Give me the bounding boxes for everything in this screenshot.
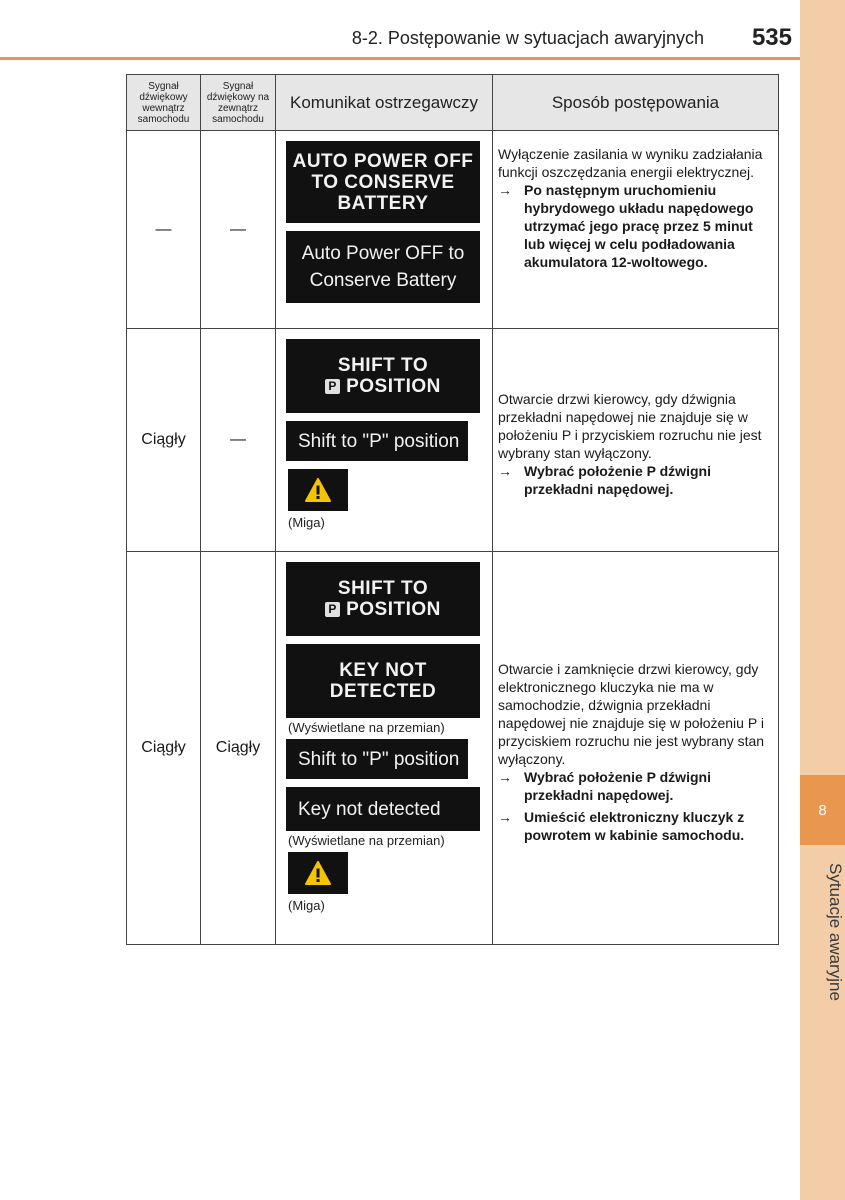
caption-blinking: (Miga)	[288, 515, 325, 530]
inside-buzzer-cell: —	[127, 131, 201, 329]
warning-message-cell	[276, 131, 493, 329]
caption-blinking: (Miga)	[288, 898, 325, 913]
procedure-step-text: Wybrać położenie P dźwigni przekładni napędowej.	[524, 769, 711, 803]
procedure-cell	[493, 552, 779, 945]
procedure-cell	[493, 131, 779, 329]
display-message: Auto Power OFF to Conserve Battery	[286, 231, 480, 303]
display-message	[286, 562, 480, 636]
header-procedure: Sposób postępowania	[493, 75, 779, 131]
inside-buzzer-cell: Ciągły	[127, 552, 201, 945]
header-warning-message: Komunikat ostrzegawczy	[276, 75, 493, 131]
procedure-step	[498, 768, 772, 804]
procedure-description: Otwarcie i zamknięcie drzwi kierowcy, gdy elektronicznego kluczyka nie ma w samochodzie, dźwignia przekładni napędowej nie znajduje się w położeniu P i przyciskiem rozruchu nie jest wybrany stan wyłączony.	[498, 661, 765, 767]
procedure-step	[498, 808, 772, 844]
header-rule	[0, 57, 800, 60]
section-label: Sytuacje awaryjne	[826, 863, 845, 1001]
table-row	[127, 552, 779, 945]
caption-alternating: (Wyświetlane na przemian)	[288, 720, 445, 735]
header-outside-buzzer: Sygnał dźwiękowy na zewnątrz samochodu	[201, 75, 276, 131]
table-header-row	[127, 75, 779, 131]
outside-buzzer-cell: —	[201, 329, 276, 552]
p-position-icon: P	[325, 602, 340, 617]
page-number: 535	[751, 24, 792, 51]
procedure-step-text: Wybrać położenie P dźwigni przekładni napędowej.	[524, 463, 711, 497]
display-message: Shift to "P" position	[286, 739, 468, 779]
arrow-icon: →	[498, 769, 512, 785]
procedure-cell	[493, 329, 779, 552]
outside-buzzer-cell: Ciągły	[201, 552, 276, 945]
warning-triangle-icon	[288, 852, 348, 894]
arrow-icon: →	[498, 463, 512, 479]
display-line: P POSITION	[325, 599, 441, 620]
section-number: 8	[818, 801, 827, 819]
warning-triangle-icon	[288, 469, 348, 511]
page-header-title: 8-2. Postępowanie w sytuacjach awaryjnych	[351, 28, 704, 48]
arrow-icon: →	[498, 182, 512, 198]
warning-message-cell	[276, 552, 493, 945]
procedure-step	[498, 181, 772, 271]
table-row	[127, 329, 779, 552]
warning-message-cell	[276, 329, 493, 552]
inside-buzzer-cell: Ciągły	[127, 329, 201, 552]
procedure-description: Otwarcie drzwi kierowcy, gdy dźwignia przekładni napędowej nie znajduje się w położeniu P i przyciskiem rozruchu nie jest wybrany stan wyłączony.	[498, 391, 762, 461]
outside-buzzer-cell: —	[201, 131, 276, 329]
table-row	[127, 131, 779, 329]
warning-table	[126, 74, 779, 945]
display-line: SHIFT TO	[337, 578, 429, 599]
display-line: P POSITION	[325, 376, 441, 397]
procedure-step	[498, 462, 772, 498]
display-message	[286, 339, 480, 413]
display-message: KEY NOT DETECTED	[286, 644, 480, 718]
caption-alternating: (Wyświetlane na przemian)	[288, 833, 445, 848]
display-line: SHIFT TO	[337, 355, 429, 376]
procedure-description: Wyłączenie zasilania w wyniku zadziałania funkcji oszczędzania energii elektrycznej.	[498, 146, 763, 180]
section-sidebar	[800, 0, 845, 1200]
p-position-icon: P	[325, 379, 340, 394]
section-number-tab	[800, 775, 845, 845]
display-message: Key not detected	[286, 787, 480, 831]
display-message: AUTO POWER OFF TO CONSERVE BATTERY	[286, 141, 480, 223]
header-inside-buzzer: Sygnał dźwiękowy wewnątrz samochodu	[127, 75, 201, 131]
procedure-step-text: Umieścić elektroniczny kluczyk z powrotem w kabinie samochodu.	[524, 809, 745, 843]
display-message: Shift to "P" position	[286, 421, 468, 461]
arrow-icon: →	[498, 809, 512, 825]
procedure-step-text: Po następnym uruchomieniu hybrydowego układu napędowego utrzymać jego pracę przez 5 minut lub więcej w celu podładowania akumulatora 12-woltowego.	[524, 182, 754, 270]
